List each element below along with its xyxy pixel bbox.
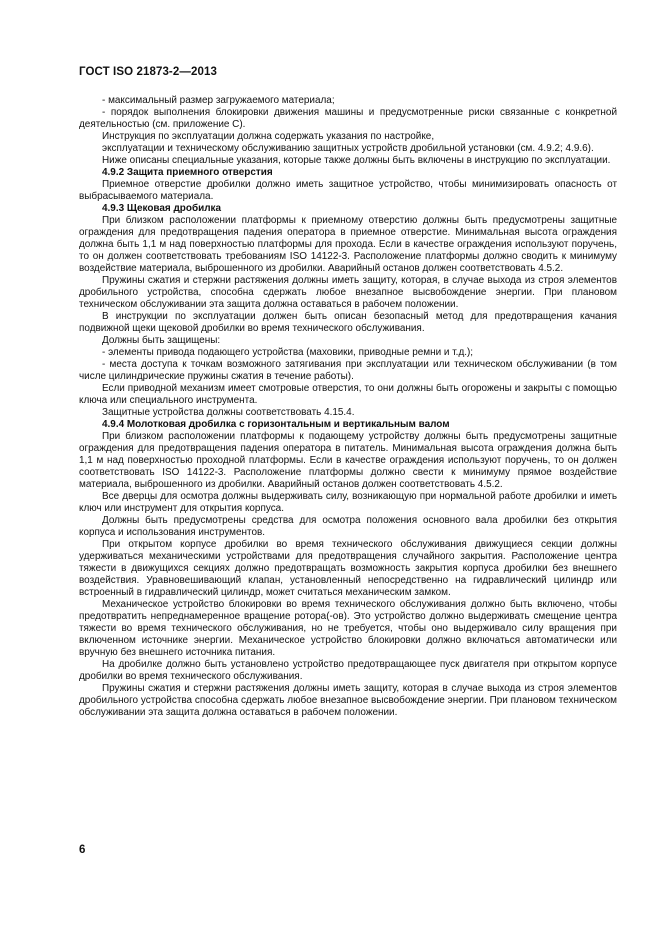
paragraph: Механическое устройство блокировки во время технического обслуживания должно быть включено, чтобы предотвратить непреднамеренное вращение ротора(-ов). Это устройство должно выдерживать смещение центра тяжести во время технического обслуживания, но не требуется, чтобы оно выдерживало силу вращения при включенном источнике энергии. Механическое устройство блокировки должно включаться автоматически или вручную без внешнего источника питания. [79,599,617,658]
section-heading: 4.9.2 Защита приемного отверстия [102,167,273,178]
paragraph: Пружины сжатия и стержни растяжения должны иметь защиту, которая, в случае выхода из строя элементов дробильного устройства, способна сдержать любое внезапное высвобождение энергии. При плановом техническом обслуживании эта защита должна оставаться в рабочем положении. [79,275,617,310]
paragraph: - максимальный размер загружаемого материала; [102,95,335,106]
paragraph: Если приводной механизм имеет смотровые отверстия, то они должны быть огорожены и закрыты с помощью ключа или специального инструмента. [79,383,617,406]
paragraph: На дробилке должно быть установлено устройство предотвращающее пуск двигателя при открытом корпусе дробилки во время технического обслуживания. [79,659,617,682]
paragraph: В инструкции по эксплуатации должен быть описан безопасный метод для предотвращения качания подвижной щеки щековой дробилки во время технического обслуживания. [79,311,617,334]
paragraph: При близком расположении платформы к подающему устройству должны быть предусмотрены защитные ограждения для предотвращения падения оператора в питатель. Минимальная высота ограждения должна быть 1,1 м над поверхностью проходной платформы. Если в качестве ограждения используют поручень, то он должен соответствовать ISO 14122-3. Расположение платформы должно свести к минимуму прямое воздействие материала, выброшенного из дробилки. Аварийный останов должен соответствовать 4.5.2. [79,431,617,490]
list-item: - места доступа к точкам возможного затягивания при эксплуатации или техническом обслуживании (в том числе цилиндрические пружины сжатия в течение работы). [79,359,617,382]
paragraph: Должны быть защищены: [102,335,221,346]
paragraph: Пружины сжатия и стержни растяжения должны иметь защиту, которая в случае выхода из строя элементов дробильного устройства способна сдержать любое внезапное высвобождение энергии. При плановом техническом обслуживании эта защита должна оставаться в рабочем положении. [79,683,617,718]
section-heading: 4.9.3 Щековая дробилка [102,203,222,214]
section-heading: 4.9.4 Молотковая дробилка с горизонтальным и вертикальным валом [102,419,450,430]
paragraph: При близком расположении платформы к приемному отверстию должны быть предусмотрены защитные ограждения для предотвращения падения оператора в приемное отверстие. Минимальная высота ограждения должна быть 1,1 м над поверхностью платформы для прохода. Если в качестве ограждения используют поручень, то он должен соответствовать требованиям ISO 14122-3. Расположение платформы должно сводить к минимуму воздействие материала, выброшенного из дробилки. Аварийный останов должен соответствовать 4.5.2. [79,215,617,274]
paragraph: эксплуатации и техническому обслуживанию защитных устройств дробильной установки (см. 4.9.2; 4.9.6). [102,143,594,154]
document-body [79,95,617,719]
paragraph: Все дверцы для осмотра должны выдерживать силу, возникающую при нормальной работе дробилки и иметь ключ или инструмент для открытия корпуса. [79,491,617,514]
paragraph: Инструкция по эксплуатации должна содержать указания по настройке, [102,131,435,142]
paragraph: Должны быть предусмотрены средства для осмотра положения основного вала дробилки без открытия корпуса и использования инструментов. [79,515,617,538]
paragraph: - порядок выполнения блокировки движения машины и предусмотренные риски связанные с конкретной деятельностью (см. приложение С). [79,107,617,130]
page-number: 6 [79,844,86,856]
paragraph: При открытом корпусе дробилки во время технического обслуживания движущиеся секции должны удерживаться механическими устройствами для предотвращения случайного закрытия. Расположение центра тяжести в движущихся секциях должно предотвращать возможность закрытия корпуса дробилки без внешнего воздействия. Уравновешивающий клапан, установленный непосредственно на гидравлический цилиндр или встроенный в гидравлический цилиндр, может считаться механическим замком. [79,539,617,598]
paragraph: Приемное отверстие дробилки должно иметь защитное устройство, чтобы минимизировать опасность от выбрасываемого материала. [79,179,617,202]
document-header: ГОСТ ISO 21873-2—2013 [79,66,217,78]
paragraph: Защитные устройства должны соответствовать 4.15.4. [102,407,355,418]
paragraph: Ниже описаны специальные указания, которые также должны быть включены в инструкцию по эксплуатации. [102,155,611,166]
list-item: - элементы привода подающего устройства (маховики, приводные ремни и т.д.); [102,347,474,358]
